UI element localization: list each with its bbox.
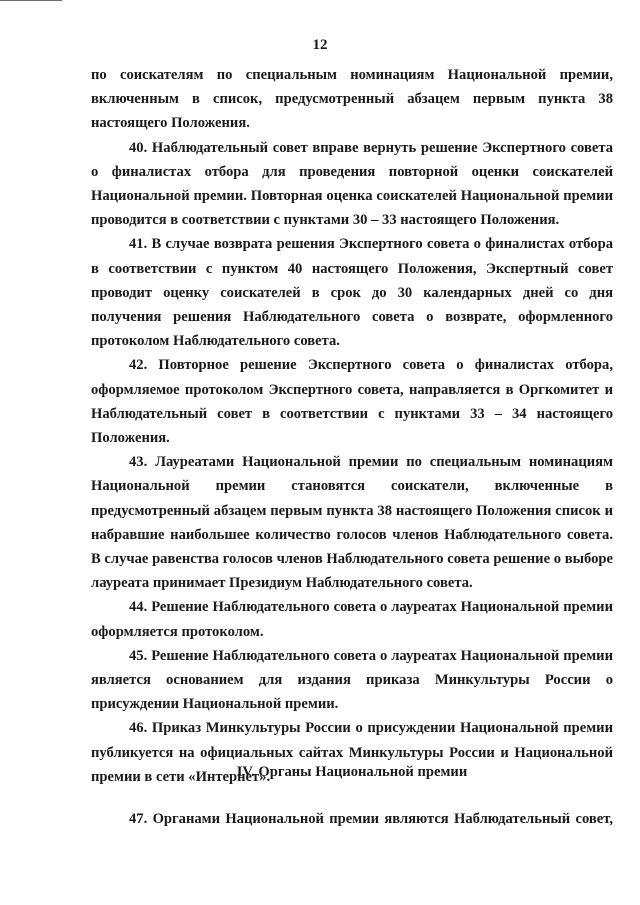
paragraph-46: 46. Приказ Минкультуры России о присуждении Национальной премии публикуется на официальных сайтах Минкультуры России и Национальной премии в сети «Интернет». bbox=[91, 720, 613, 785]
paragraph-40: 40. Наблюдательный совет вправе вернуть решение Экспертного совета о финалистах отбора для проведения повторной оценки соискателей Национальной премии. Повторная оценка соискателей Национальной премии проводится в соответствии с пунктами 30 – 33 настоящего Положения. bbox=[91, 139, 613, 229]
page-number: 12 bbox=[312, 37, 328, 53]
body-text bbox=[91, 63, 613, 789]
section-heading: IV. Органы Национальной премии bbox=[236, 764, 468, 780]
paragraph-44: 44. Решение Наблюдательного совета о лауреатах Национальной премии оформляется протоколом. bbox=[91, 599, 613, 640]
paragraph-45: 45. Решение Наблюдательного совета о лауреатах Национальной премии является основанием для издания приказа Минкультуры России о присуждении Национальной премии. bbox=[91, 647, 613, 713]
paragraph-42: 42. Повторное решение Экспертного совета о финалистах отбора, оформляемое протоколом Экспертного совета, направляется в Оргкомитет и Наблюдательный совет в соответствии с пунктами 33 – 34 настоящего Положения. bbox=[91, 357, 613, 447]
scan-edge-line bbox=[0, 0, 62, 1]
paragraph-47: 47. Органами Национальной премии являются Наблюдательный совет, bbox=[129, 811, 613, 827]
paragraph-41: 41. В случае возврата решения Экспертного совета о финалистах отбора в соответствии с пунктом 40 настоящего Положения, Экспертный совет проводит оценку соискателей в срок до 30 календарных дней со дня получения решения Наблюдательного совета о возврате, оформленного протоколом Наблюдательного совета. bbox=[91, 236, 613, 350]
paragraph-39-continuation: по соискателям по специальным номинациям Национальной премии, включенным в список, предусмотренный абзацем первым пункта 38 настоящего Положения. bbox=[91, 67, 613, 132]
paragraph-43: 43. Лауреатами Национальной премии по специальным номинациям Национальной премии становятся соискатели, включенные в предусмотренный абзацем первым пункта 38 настоящего Положения список и набравшие наибольшее количество голосов членов Наблюдательного совета. В случае равенства голосов членов Наблюдательного совета решение о выборе лауреата принимает Президиум Наблюдательного совета. bbox=[91, 454, 613, 592]
